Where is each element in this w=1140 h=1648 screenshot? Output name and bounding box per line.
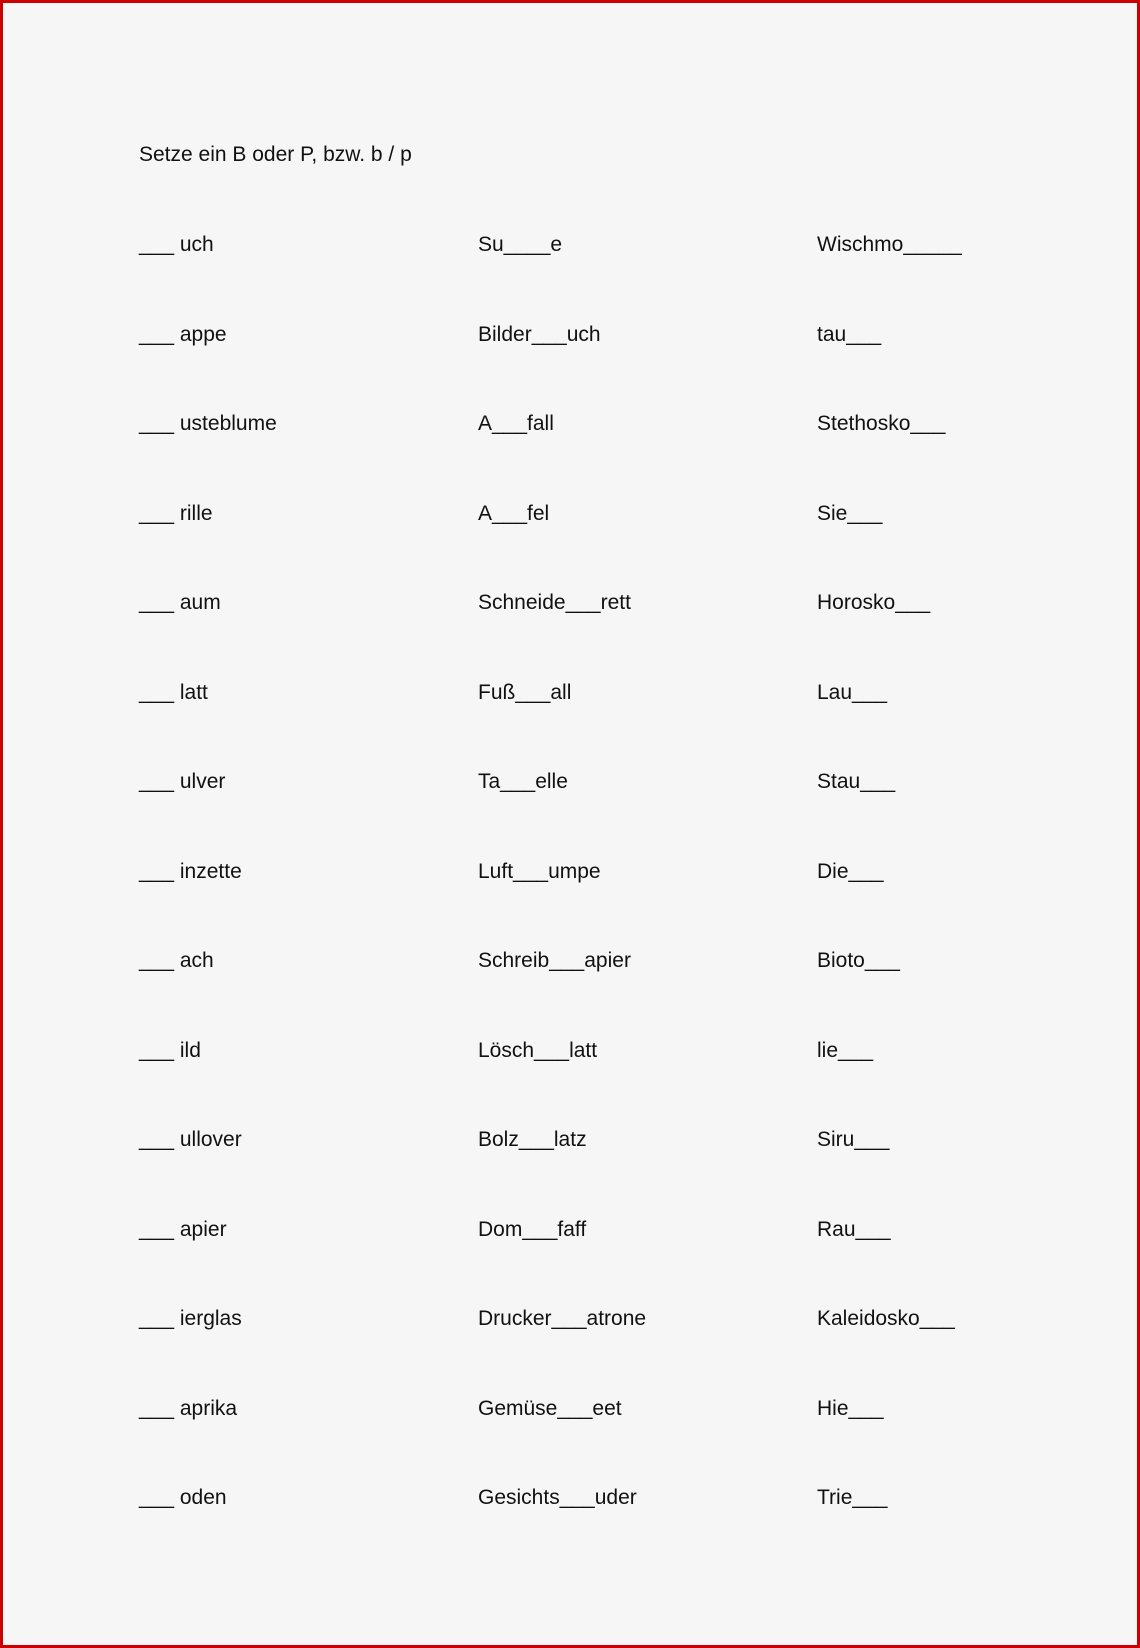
exercise-row	[3, 588, 1137, 618]
exercise-word-col-2: Gesichts___uder	[478, 1486, 637, 1509]
exercise-word-col-1: ___ ierglas	[139, 1307, 242, 1330]
exercise-row	[3, 857, 1137, 887]
exercise-word-col-2: A___fall	[478, 412, 554, 435]
exercise-word-col-1: ___ ulver	[139, 770, 226, 793]
exercise-word-col-1: ___ uch	[139, 233, 214, 256]
exercise-word-col-2: Gemüse___eet	[478, 1397, 622, 1420]
exercise-row	[3, 409, 1137, 439]
exercise-word-col-2: Su____e	[478, 233, 563, 256]
exercise-word-col-1: ___ aprika	[139, 1397, 238, 1420]
exercise-word-col-2: Schreib___apier	[478, 949, 631, 972]
exercise-word-col-2: Fuß___all	[478, 681, 572, 704]
exercise-row	[3, 320, 1137, 350]
exercise-word-col-2: Drucker___atrone	[478, 1307, 647, 1330]
exercise-word-col-3: Stau___	[817, 770, 896, 793]
exercise-word-col-3: Hie___	[817, 1397, 884, 1420]
exercise-row	[3, 1304, 1137, 1334]
exercise-word-col-1: ___ apier	[139, 1218, 227, 1241]
exercise-word-col-3: Wischmo_____	[817, 233, 962, 256]
exercise-word-col-3: Trie___	[817, 1486, 888, 1509]
exercise-row	[3, 946, 1137, 976]
exercise-word-col-1: ___ aum	[139, 591, 221, 614]
exercise-word-col-1: ___ usteblume	[139, 412, 277, 435]
exercise-word-col-3: lie___	[817, 1039, 874, 1062]
exercise-word-col-2: Bilder___uch	[478, 323, 601, 346]
exercise-word-col-1: ___ ild	[139, 1039, 201, 1062]
exercise-word-col-3: Lau___	[817, 681, 888, 704]
instruction-text: Setze ein B oder P, bzw. b / p	[139, 143, 412, 166]
exercise-word-col-2: Lösch___latt	[478, 1039, 598, 1062]
exercise-word-col-3: Siru___	[817, 1128, 890, 1151]
exercise-word-col-2: Schneide___rett	[478, 591, 631, 614]
exercise-word-col-1: ___ latt	[139, 681, 208, 704]
exercise-row	[3, 499, 1137, 529]
exercise-word-col-1: ___ rille	[139, 502, 213, 525]
exercise-row	[3, 230, 1137, 260]
exercise-row	[3, 1125, 1137, 1155]
exercise-word-col-3: Stethosko___	[817, 412, 946, 435]
exercise-word-col-3: Rau___	[817, 1218, 891, 1241]
exercise-row	[3, 1483, 1137, 1513]
exercise-word-col-1: ___ appe	[139, 323, 227, 346]
exercise-word-col-1: ___ oden	[139, 1486, 227, 1509]
exercise-row	[3, 767, 1137, 797]
exercise-word-col-3: Bioto___	[817, 949, 900, 972]
exercise-word-col-3: Sie___	[817, 502, 883, 525]
exercise-word-col-3: Die___	[817, 860, 884, 883]
exercise-word-col-2: Luft___umpe	[478, 860, 601, 883]
exercise-word-col-3: tau___	[817, 323, 882, 346]
exercise-word-col-2: Ta___elle	[478, 770, 568, 793]
exercise-word-col-1: ___ ullover	[139, 1128, 242, 1151]
exercise-word-col-3: Horosko___	[817, 591, 931, 614]
exercise-word-col-1: ___ ach	[139, 949, 214, 972]
exercise-word-col-2: Dom___faff	[478, 1218, 587, 1241]
exercise-row	[3, 1394, 1137, 1424]
exercise-word-col-1: ___ inzette	[139, 860, 242, 883]
exercise-word-col-2: A___fel	[478, 502, 550, 525]
exercise-word-col-3: Kaleidosko___	[817, 1307, 955, 1330]
exercise-row	[3, 1215, 1137, 1245]
exercise-row	[3, 1036, 1137, 1066]
exercise-row	[3, 678, 1137, 708]
exercise-word-col-2: Bolz___latz	[478, 1128, 587, 1151]
